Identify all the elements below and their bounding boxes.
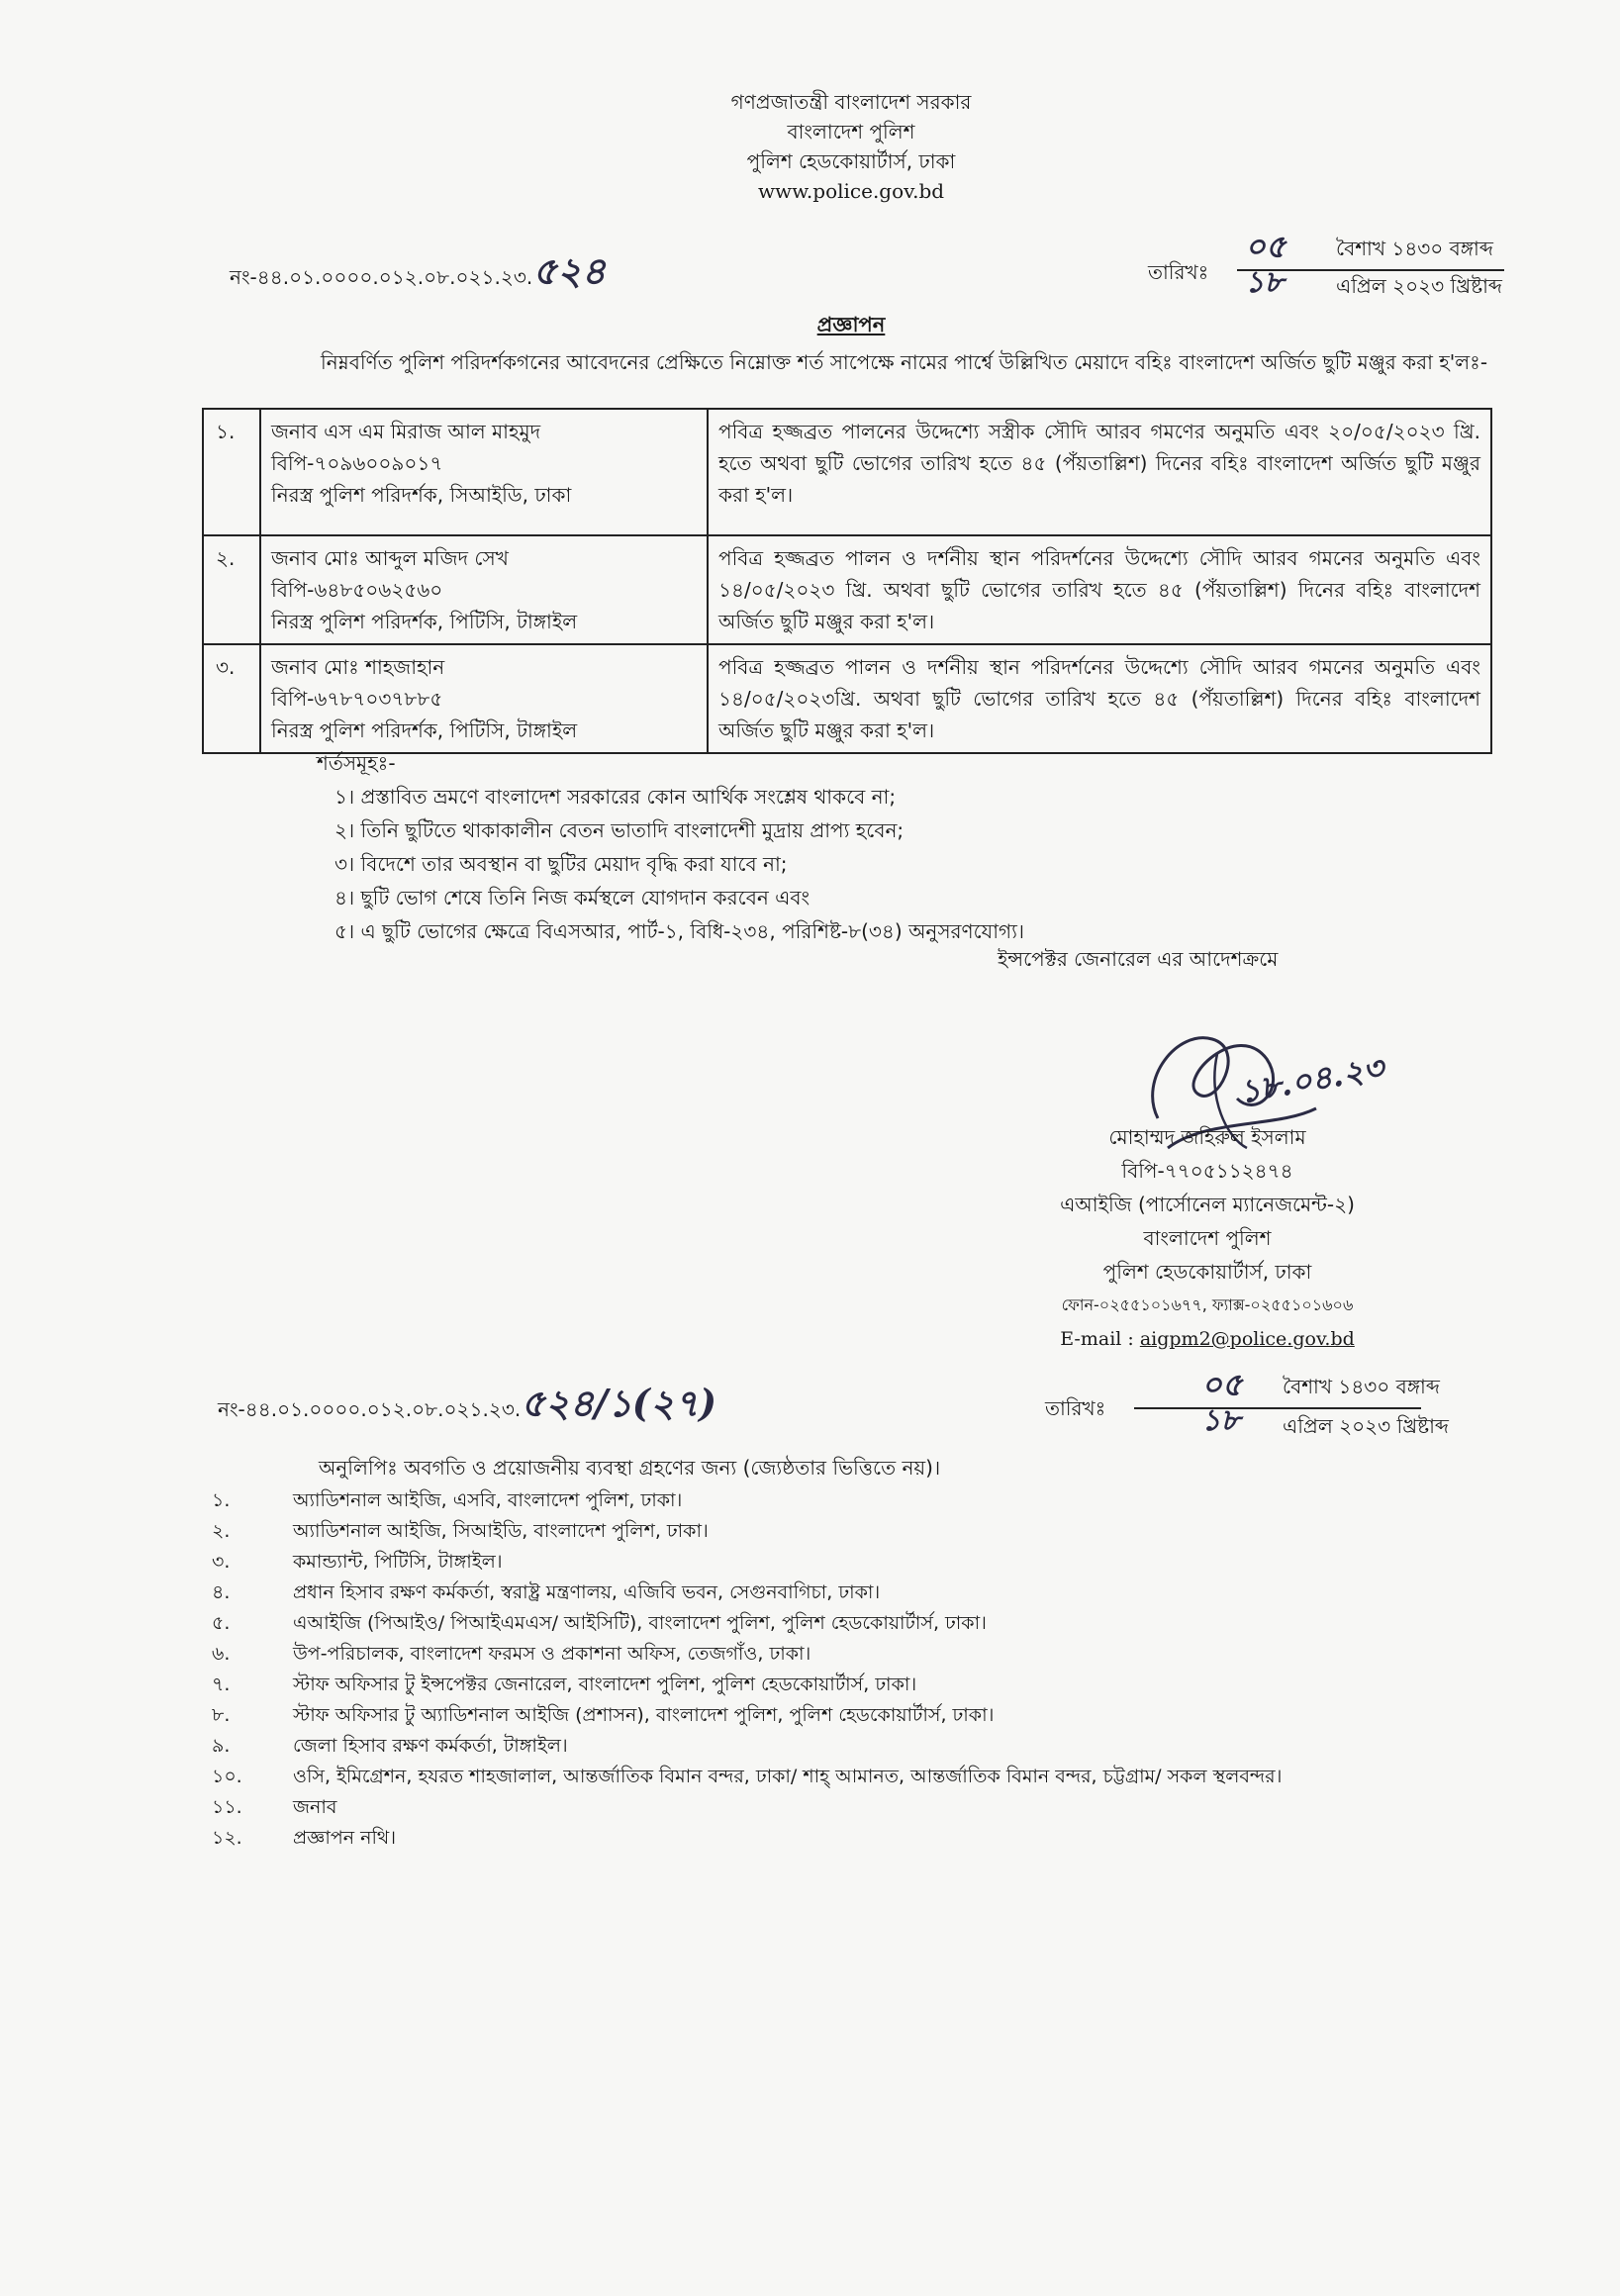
officer-row (203, 409, 1491, 535)
copy-list-item (212, 1550, 1498, 1580)
copy-memo-date-bangla: বৈশাখ ১৪৩০ বঙ্গাব্দ (1283, 1375, 1440, 1398)
email-link[interactable]: aigpm2@police.gov.bd (1139, 1328, 1355, 1350)
condition-item: ৪। ছুটি ভোগ শেষে তিনি নিজ কর্মস্থলে যোগদান করবেন এবং (334, 886, 810, 909)
copy-item-number: ১২. (212, 1827, 242, 1849)
letterhead-office: পুলিশ হেডকোয়ার্টার্স, ঢাকা (746, 149, 956, 173)
memo-number: নং-৪৪.০১.০০০০.০১২.০৮.০২১.২৩. (230, 265, 533, 289)
signatory-org: বাংলাদেশ পুলিশ (1143, 1226, 1272, 1250)
copy-item-number: ১০. (212, 1766, 242, 1787)
copy-item-number: ১১. (212, 1796, 242, 1818)
officer-designation: নিরস্ত্র পুলিশ পরিদর্শক, পিটিসি, টাঙ্গাইল (271, 718, 578, 742)
copy-list-item (212, 1703, 1498, 1734)
copy-item-text: স্টাফ অফিসার টু ইন্সপেক্টর জেনারেল, বাংলাদেশ পুলিশ, পুলিশ হেডকোয়ার্টার্স, ঢাকা। (293, 1674, 917, 1695)
conditions-list (334, 780, 1024, 948)
memo-date-english-hand: ১৮ (1245, 265, 1284, 300)
copy-memo-date-divider (1134, 1407, 1421, 1409)
copy-list (212, 1488, 1498, 1857)
copy-item-number: ১. (212, 1489, 231, 1511)
officer-info (260, 644, 708, 753)
copy-item-number: ৪. (212, 1581, 231, 1603)
signatory-name: মোহাম্মদ জহিরুল ইসলাম (1108, 1125, 1306, 1149)
copy-item-text: জনাব (293, 1796, 337, 1818)
memo-number-line (230, 245, 606, 296)
officer-leave-detail: পবিত্র হজ্জব্রত পালন ও দর্শনীয় স্থান পরিদর্শনের উদ্দেশ্যে সৌদি আরব গমনের অনুমতি এবং ১৪/০৫/২০২৩খ্রি. অথবা ছুটি ভোগের তারিখ হতে ৪৫ (পঁয়তাল্লিশ) দিনের বহিঃ বাংলাদেশ অর্জিত ছুটি মঞ্জুর করা হ'ল। (708, 644, 1491, 753)
copy-item-number: ৯. (212, 1735, 231, 1757)
officer-name: জনাব এস এম মিরাজ আল মাহমুদ (271, 420, 541, 443)
copy-list-item (212, 1795, 1498, 1826)
memo-date-english: এপ্রিল ২০২৩ খ্রিষ্টাব্দ (1336, 274, 1502, 298)
copy-item-number: ৭. (212, 1674, 231, 1695)
copy-item-number: ৩. (212, 1551, 231, 1573)
officer-serial: ২. (203, 535, 260, 644)
officer-leave-detail: পবিত্র হজ্জব্রত পালনের উদ্দেশ্যে সস্ত্রীক সৌদি আরব গমণের অনুমতি এবং ২০/০৫/২০২৩ খ্রি. হতে অথবা ছুটি ভোগের তারিখ হতে ৪৫ (পঁয়তাল্লিশ) দিনের বহিঃ বাংলাদেশ অর্জিত ছুটি মঞ্জুর করা হ'ল। (708, 409, 1491, 535)
officer-name: জনাব মোঃ আব্দুল মজিদ সেখ (271, 546, 509, 570)
officer-name: জনাব মোঃ শাহজাহান (271, 655, 445, 679)
condition-item: ১। প্রস্তাবিত ভ্রমণে বাংলাদেশ সরকারের কোন আর্থিক সংশ্লেষ থাকবে না; (334, 785, 897, 809)
copy-memo-date-bangla-hand: ০৫ (1201, 1366, 1243, 1403)
signatory-bp: বিপি-৭৭০৫১১২৪৭৪ (1121, 1159, 1293, 1183)
officer-designation: নিরস্ত্র পুলিশ পরিদর্শক, পিটিসি, টাঙ্গাইল (271, 610, 578, 633)
copy-item-text: অ্যাডিশনাল আইজি, এসবি, বাংলাদেশ পুলিশ, ঢাকা। (293, 1489, 683, 1511)
copy-list-item (212, 1826, 1498, 1857)
copy-memo-number-handwritten: ৫২৪/১(২৭) (521, 1381, 717, 1425)
copy-item-number: ৬. (212, 1643, 231, 1665)
copy-item-text: অ্যাডিশনাল আইজি, সিআইডি, বাংলাদেশ পুলিশ, ঢাকা। (293, 1520, 709, 1542)
officer-leave-detail: পবিত্র হজ্জব্রত পালন ও দর্শনীয় স্থান পরিদর্শনের উদ্দেশ্যে সৌদি আরব গমনের অনুমতি এবং ১৪/০৫/২০২৩ খ্রি. অথবা ছুটি ভোগের তারিখ হতে ৪৫ (পঁয়তাল্লিশ) দিনের বহিঃ বাংলাদেশ অর্জিত ছুটি মঞ্জুর করা হ'ল। (708, 535, 1491, 644)
officer-designation: নিরস্ত্র পুলিশ পরিদর্শক, সিআইডি, ঢাকা (271, 483, 572, 507)
copy-memo-number: নং-৪৪.০১.০০০০.০১২.০৮.০২১.২৩. (218, 1397, 522, 1421)
memo-date (1237, 228, 1504, 303)
signature-block (1009, 1120, 1405, 1356)
conditions-title: শর্তসমূহঃ- (317, 751, 396, 775)
copy-item-text: এআইজি (পিআইও/ পিআইএমএস/ আইসিটি), বাংলাদেশ পুলিশ, পুলিশ হেডকোয়ার্টার্স, ঢাকা। (293, 1612, 987, 1634)
memo-date-bangla-hand: ০৫ (1245, 228, 1286, 265)
memo-date-label: তারিখঃ (1148, 260, 1209, 284)
officer-bp: বিপি-৭০৯৬০০৯০১৭ (271, 451, 443, 475)
copy-item-text: প্রধান হিসাব রক্ষণ কর্মকর্তা, স্বরাষ্ট্র মন্ত্রণালয়, এজিবি ভবন, সেগুনবাগিচা, ঢাকা। (293, 1581, 881, 1603)
copy-item-text: জেলা হিসাব রক্ষণ কর্মকর্তা, টাঙ্গাইল। (293, 1735, 568, 1757)
copy-item-text: কমান্ড্যান্ট, পিটিসি, টাঙ্গাইল। (293, 1551, 503, 1573)
order-by: ইন্সপেক্টর জেনারেল এর আদেশক্রমে (998, 947, 1279, 971)
officer-row (203, 644, 1491, 753)
copy-memo-date (1134, 1366, 1449, 1441)
copy-list-item (212, 1734, 1498, 1765)
copy-memo-date-label: তারিখঃ (1045, 1396, 1106, 1420)
copy-item-text: ওসি, ইমিগ্রেশন, হযরত শাহজালাল, আন্তর্জাতিক বিমান বন্দর, ঢাকা/ শাহ্ আমানত, আন্তর্জাতিক বিমান বন্দর, চট্টগ্রাম/ সকল স্থলবন্দর। (293, 1766, 1283, 1787)
letterhead-government: গণপ্রজাতন্ত্রী বাংলাদেশ সরকার (730, 90, 972, 114)
officer-serial: ৩. (203, 644, 260, 753)
signatory-designation: এআইজি (পার্সোনেল ম্যানেজমেন্ট-২) (1060, 1193, 1355, 1216)
officer-serial: ১. (203, 409, 260, 535)
copy-list-item (212, 1488, 1498, 1519)
email-label: E-mail : (1060, 1328, 1140, 1350)
copy-item-number: ৮. (212, 1704, 231, 1726)
copy-memo-number-line (218, 1378, 716, 1428)
copy-memo-date-english-hand: ১৮ (1201, 1403, 1240, 1438)
memo-date-bangla: বৈশাখ ১৪৩০ বঙ্গাব্দ (1336, 237, 1493, 260)
copy-list-item (212, 1765, 1498, 1795)
letterhead-website[interactable]: www.police.gov.bd (757, 179, 945, 203)
condition-item: ৫। এ ছুটি ভোগের ক্ষেত্রে বিএসআর, পার্ট-১, বিধি-২৩৪, পরিশিষ্ট-৮(৩৪) অনুসরণযোগ্য। (334, 919, 1025, 943)
copy-list-item (212, 1611, 1498, 1642)
officer-info (260, 409, 708, 535)
copy-item-text: প্রজ্ঞাপন নথি। (293, 1827, 397, 1849)
copy-list-item (212, 1519, 1498, 1550)
copy-list-intro: অনুলিপিঃ অবগতি ও প্রয়োজনীয় ব্যবস্থা গ্রহণের জন্য (জ্যেষ্ঠতার ভিত্তিতে নয়)। (319, 1456, 941, 1480)
copy-list-item (212, 1642, 1498, 1673)
copy-list-item (212, 1580, 1498, 1611)
officer-row (203, 535, 1491, 644)
officer-info (260, 535, 708, 644)
memo-number-handwritten: ৫২৪ (532, 248, 607, 293)
signatory-office: পুলিশ হেডকোয়ার্টার্স, ঢাকা (1102, 1260, 1312, 1284)
conditions (317, 746, 1024, 948)
copy-list-item (212, 1673, 1498, 1703)
condition-item: ২। তিনি ছুটিতে থাকাকালীন বেতন ভাতাদি বাংলাদেশী মুদ্রায় প্রাপ্য হবেন; (334, 818, 905, 842)
copy-item-number: ২. (212, 1520, 231, 1542)
copy-item-text: উপ-পরিচালক, বাংলাদেশ ফরমস ও প্রকাশনা অফিস, তেজগাঁও, ঢাকা। (293, 1643, 811, 1665)
copy-memo-date-english: এপ্রিল ২০২৩ খ্রিষ্টাব্দ (1283, 1414, 1449, 1438)
officer-bp: বিপি-৬৪৮৫০৬২৫৬০ (271, 578, 443, 602)
notice-intro: নিম্নবর্ণিত পুলিশ পরিদর্শকগনের আবেদনের প্রেক্ষিতে নিম্নোক্ত শর্ত সাপেক্ষে নামের পার্শ্বে উল্লিখিত মেয়াদে বহিঃ বাংলাদেশ অর্জিত ছুটি মঞ্জুর করা হ'লঃ- (321, 350, 1488, 374)
signatory-phone-fax: ফোন-০২৫৫১০১৬৭৭, ফ্যাক্স-০২৫৫১০১৬০৬ (1061, 1295, 1354, 1314)
copy-item-text: স্টাফ অফিসার টু অ্যাডিশনাল আইজি (প্রশাসন), বাংলাদেশ পুলিশ, পুলিশ হেডকোয়ার্টার্স, ঢাকা। (293, 1704, 995, 1726)
letterhead (0, 87, 1620, 206)
notice-title: প্রজ্ঞাপন (816, 313, 886, 336)
condition-item: ৩। বিদেশে তার অবস্থান বা ছুটির মেয়াদ বৃদ্ধি করা যাবে না; (334, 852, 788, 876)
officers-table (202, 408, 1492, 754)
copy-item-number: ৫. (212, 1612, 231, 1634)
signatory-email-line (1009, 1322, 1405, 1356)
officer-bp: বিপি-৬৭৮৭০৩৭৮৮৫ (271, 687, 443, 711)
signature-date: ১৮.০৪.২৩ (1236, 1048, 1387, 1111)
letterhead-org: বাংলাদেশ পুলিশ (787, 120, 915, 144)
